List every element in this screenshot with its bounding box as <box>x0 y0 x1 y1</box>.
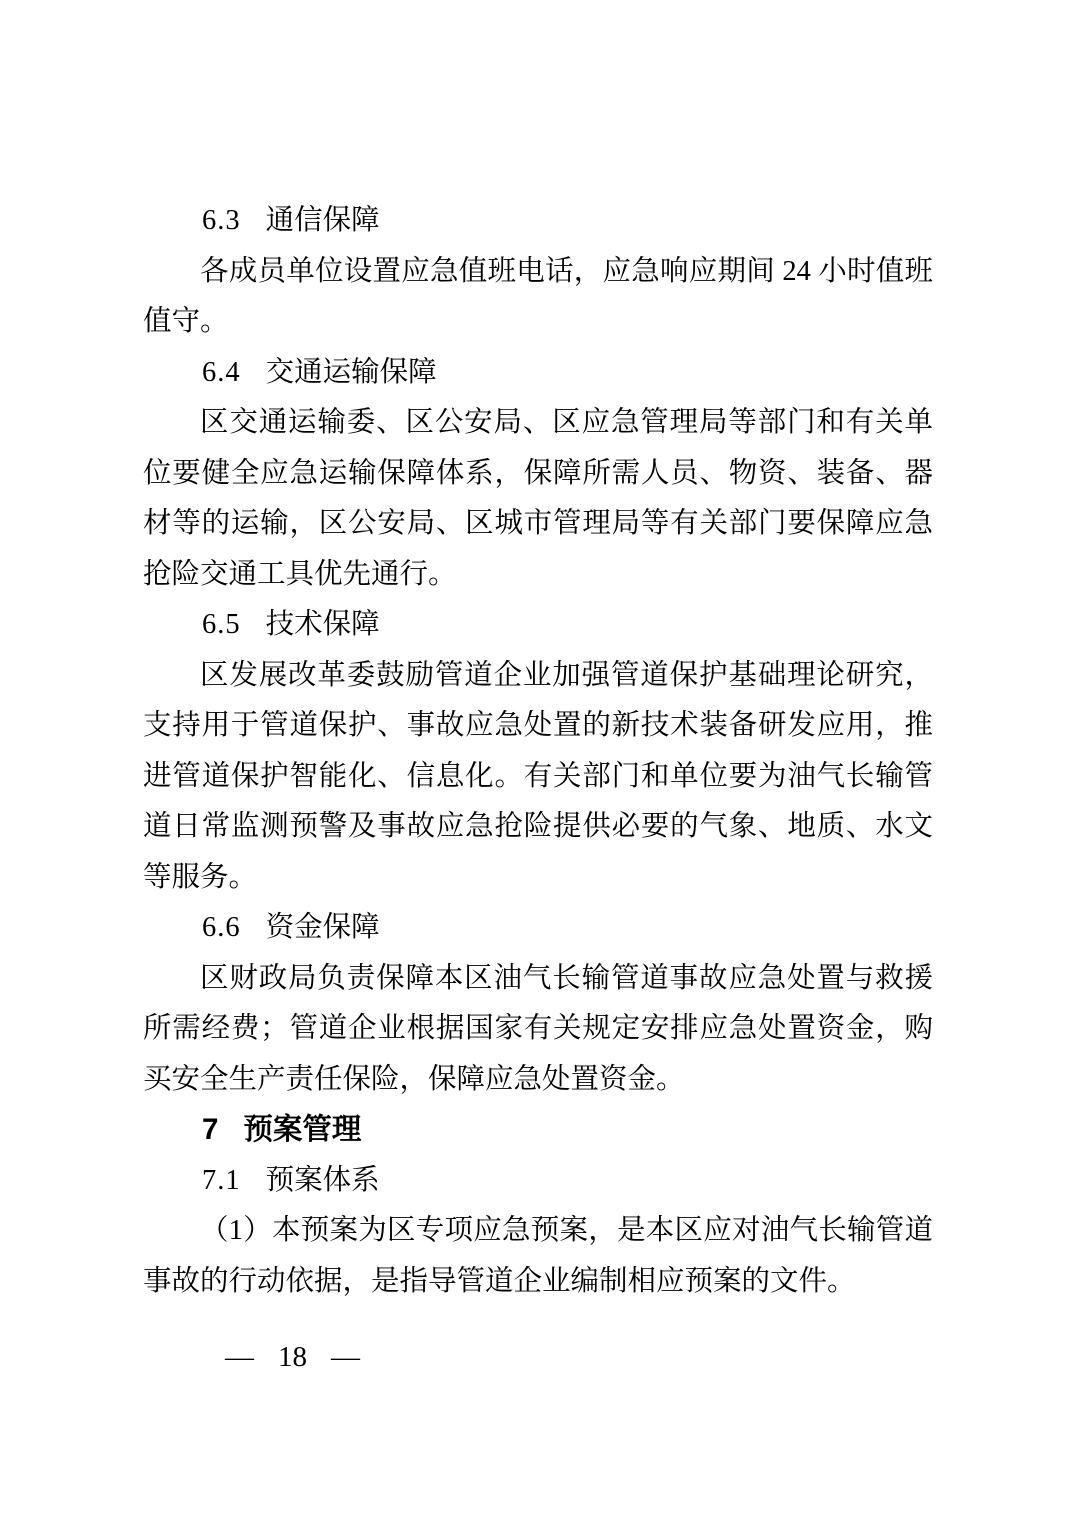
heading-6-5 <box>143 600 933 651</box>
heading-6-3 <box>143 196 933 247</box>
paragraph-6-4: 区交通运输委、区公安局、区应急管理局等部门和有关单位要健全应急运输保障体系，保障所需人员、物资、装备、器材等的运输，区公安局、区城市管理局等有关部门要保障应急抢险交通工具优先通行。 <box>143 407 933 590</box>
paragraph-6-6: 区财政局负责保障本区油气长输管道事故应急处置与救援所需经费；管道企业根据国家有关规定安排应急处置资金，购买安全生产责任保险，保障应急处置资金。 <box>143 962 933 1095</box>
document-body <box>143 196 933 1307</box>
page-footer <box>143 1337 933 1377</box>
heading-number: 7.1 <box>202 1164 241 1196</box>
heading-title: 通信保障 <box>265 205 380 236</box>
footer-dash-right: — <box>331 1341 360 1373</box>
heading-title: 预案体系 <box>265 1164 380 1196</box>
heading-number: 6.6 <box>202 912 241 943</box>
footer-dash-left: — <box>225 1341 254 1373</box>
heading-title: 技术保障 <box>265 609 380 640</box>
heading-title: 资金保障 <box>265 912 380 943</box>
heading-title: 预案管理 <box>243 1113 362 1146</box>
heading-number: 6.4 <box>202 356 241 388</box>
heading-7-1 <box>143 1156 933 1207</box>
heading-7 <box>143 1105 933 1156</box>
heading-number: 7 <box>202 1113 219 1146</box>
paragraph-6-3: 各成员单位设置应急值班电话，应急响应期间 24 小时值班值守。 <box>143 255 933 337</box>
paragraph-6-5: 区发展改革委鼓励管道企业加强管道保护基础理论研究，支持用于管道保护、事故应急处置的新技术装备研发应用，推进管道保护智能化、信息化。有关部门和单位要为油气长输管道日常监测预警及事故应急抢险提供必要的气象、地质、水文等服务。 <box>143 659 933 893</box>
paragraph-7-1: （1）本预案为区专项应急预案，是本区应对油气长输管道事故的行动依据，是指导管道企业编制相应预案的文件。 <box>143 1215 933 1297</box>
heading-number: 6.3 <box>202 205 241 236</box>
page-number: 18 <box>278 1341 307 1373</box>
heading-6-4 <box>143 348 933 399</box>
heading-6-6 <box>143 903 933 954</box>
heading-title: 交通运输保障 <box>265 356 437 388</box>
heading-number: 6.5 <box>202 609 241 640</box>
